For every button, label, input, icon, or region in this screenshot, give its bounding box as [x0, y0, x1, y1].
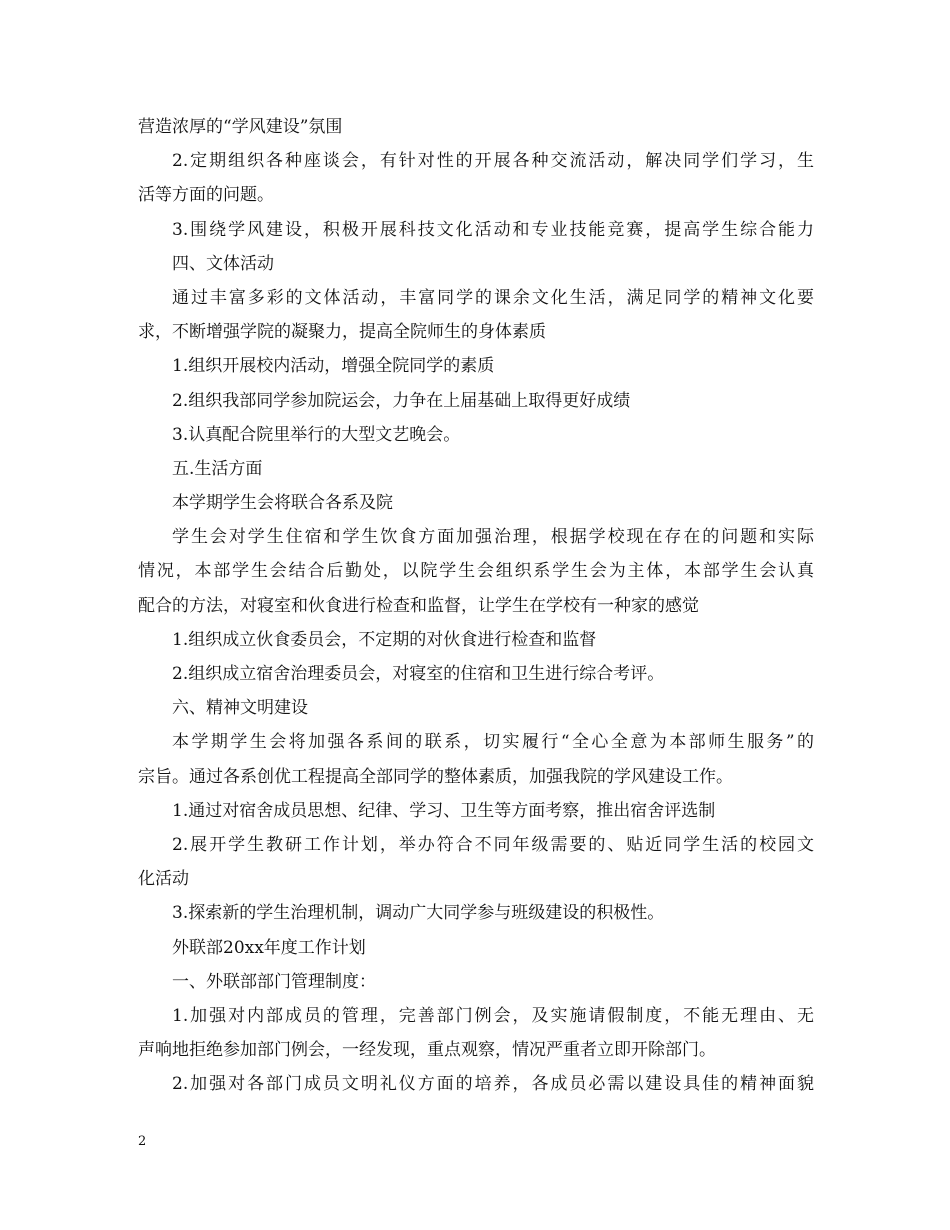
text-line: 活等方面的问题。 — [138, 185, 274, 206]
section-heading: 五.生活方面 — [172, 458, 263, 479]
list-item: 2.加强对各部门成员文明礼仪方面的培养，各成员必需以建设具佳的精神面貌 — [172, 1074, 814, 1095]
section-heading: 四、文体活动 — [172, 253, 274, 274]
text-line: 情况，本部学生会结合后勤处，以院学生会组织系学生会为主体，本部学生会认真 — [138, 561, 814, 582]
text-line: 学生会对学生住宿和学生饮食方面加强治理，根据学校现在存在的问题和实际 — [172, 527, 814, 548]
list-item: 2.展开学生教研工作计划，举办符合不同年级需要的、贴近同学生活的校园文 — [172, 834, 814, 855]
text-line: 本学期学生会将联合各系及院 — [172, 493, 393, 514]
text-line: 本学期学生会将加强各系间的联系，切实履行“全心全意为本部师生服务”的 — [172, 732, 814, 753]
text-line: 3.围绕学风建设，积极开展科技文化活动和专业技能竞赛，提高学生综合能力 — [172, 219, 814, 240]
list-item: 1.通过对宿舍成员思想、纪律、学习、卫生等方面考察，推出宿舍评选制 — [172, 800, 716, 821]
section-heading: 六、精神文明建设 — [172, 698, 308, 719]
text-line: 宗旨。通过各系创优工程提高全部同学的整体素质，加强我院的学风建设工作。 — [138, 766, 733, 787]
page-number: 2 — [138, 1134, 147, 1149]
text-line: 化活动 — [138, 869, 189, 890]
text-line: 声响地拒绝参加部门例会，一经发现，重点观察，情况严重者立即开除部门。 — [138, 1040, 716, 1061]
section-heading: 外联部20xx年度工作计划 — [172, 937, 366, 958]
document-body — [138, 110, 814, 1101]
text-line: 通过丰富多彩的文体活动，丰富同学的课余文化生活，满足同学的精神文化要 — [172, 287, 814, 308]
list-item: 3.探索新的学生治理机制，调动广大同学参与班级建设的积极性。 — [172, 903, 665, 924]
list-item: 1.组织开展校内活动，增强全院同学的素质 — [172, 356, 495, 377]
list-item: 1.组织成立伙食委员会，不定期的对伙食进行检查和监督 — [172, 629, 597, 650]
list-item: 1.加强对内部成员的管理，完善部门例会，及实施请假制度，不能无理由、无 — [172, 1005, 814, 1026]
text-line: 营造浓厚的“学风建设”氛围 — [138, 117, 343, 137]
list-item: 2.组织我部同学参加院运会，力争在上届基础上取得更好成绩 — [172, 390, 631, 411]
section-heading: 一、外联部部门管理制度： — [172, 971, 376, 992]
list-item: 3.认真配合院里举行的大型文艺晚会。 — [172, 424, 461, 445]
list-item: 2.组织成立宿舍治理委员会，对寝室的住宿和卫生进行综合考评。 — [172, 664, 665, 684]
text-line: 求，不断增强学院的凝聚力，提高全院师生的身体素质 — [138, 322, 546, 343]
text-line: 2.定期组织各种座谈会，有针对性的开展各种交流活动，解决同学们学习，生 — [172, 151, 814, 172]
text-line: 配合的方法，对寝室和伙食进行检查和监督，让学生在学校有一种家的感觉 — [138, 595, 699, 616]
